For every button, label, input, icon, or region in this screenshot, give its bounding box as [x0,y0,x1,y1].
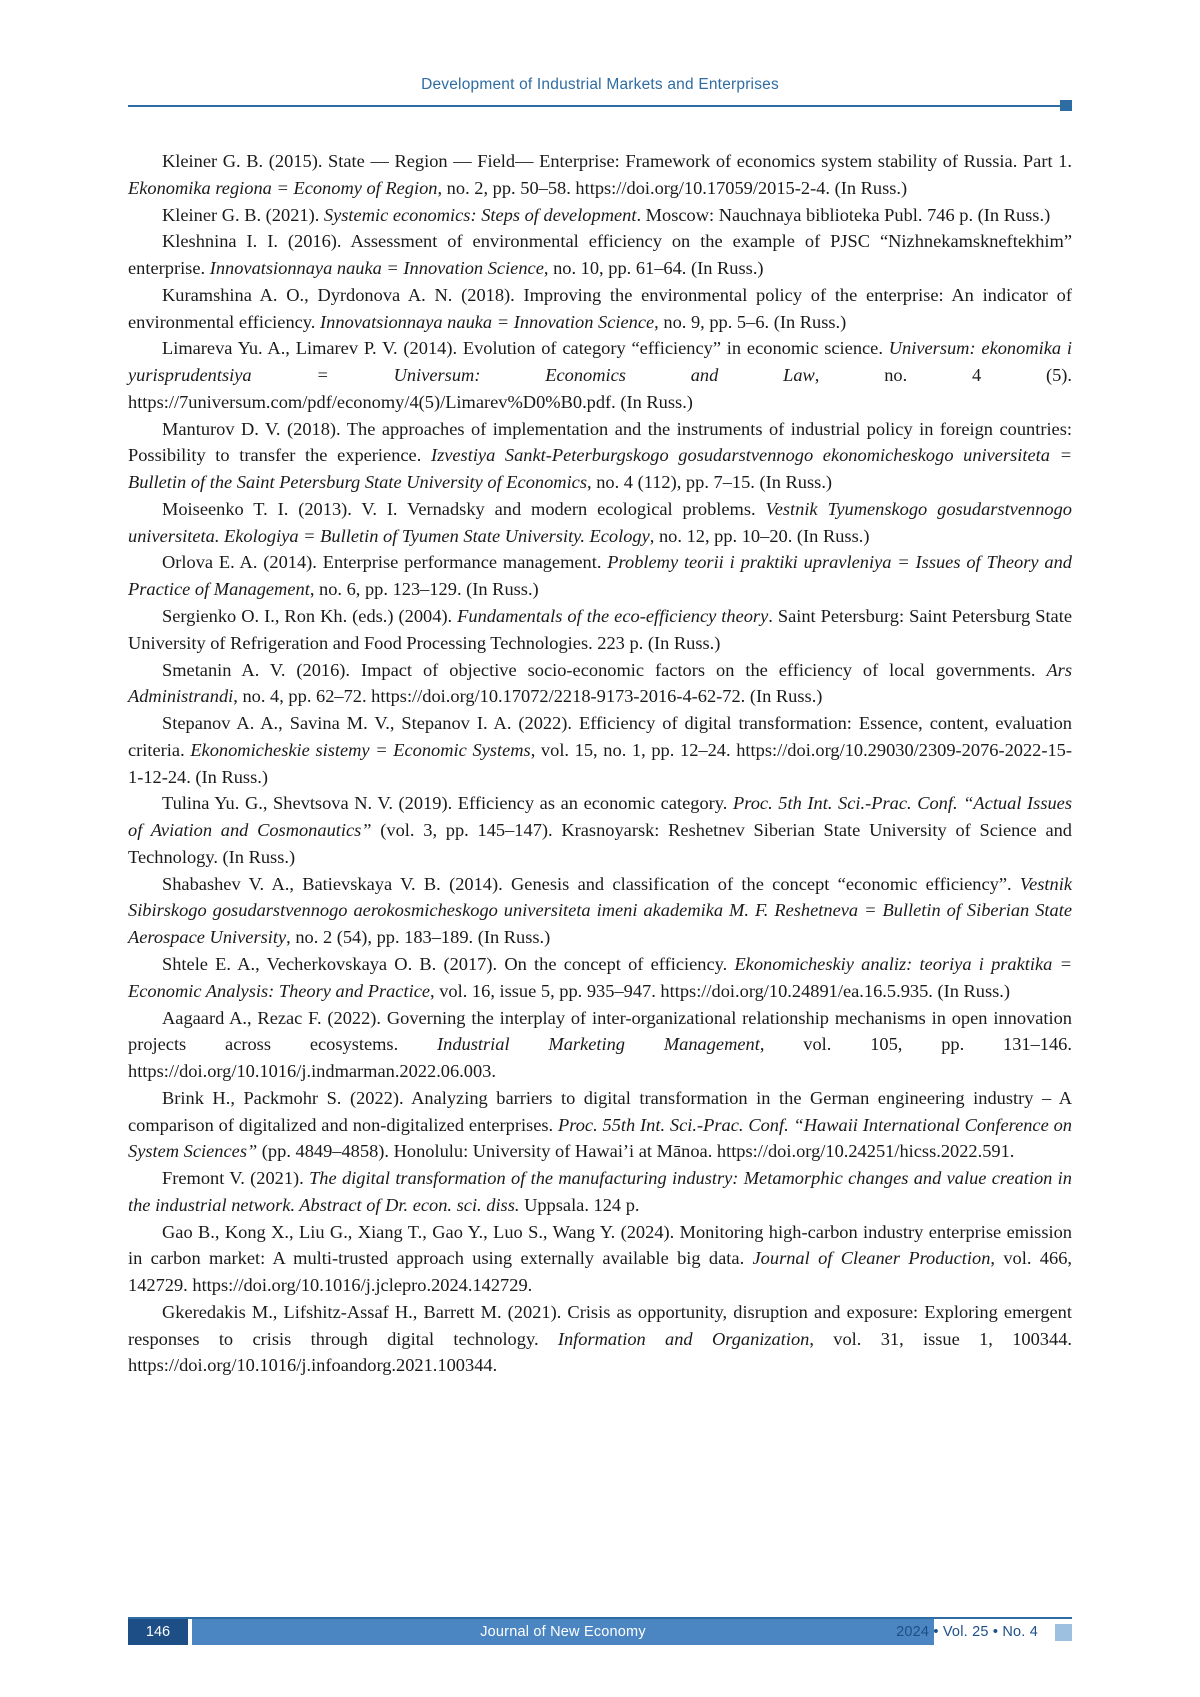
reference-source-title: Ekonomicheskie sistemy = Economic Systems [190,739,531,760]
reference-text: Fremont V. (2021). [162,1168,310,1189]
footer-end-cap [1055,1624,1072,1641]
footer-issue-info: 2024 • Vol. 25 • No. 4 [896,1624,1038,1640]
reference-source-title: Vestnik Sibirskogo gosudarstvennogo aerokosmicheskogo universiteta imeni akademika M. F. Reshetneva = Bulletin of Siberian State Aerospace University [128,873,1072,948]
reference-entry [128,603,1072,657]
header-rule-end-cap [1060,100,1072,111]
reference-entry [128,416,1072,496]
reference-entry [128,1219,1072,1299]
reference-text: , no. 4, pp. 62–72. https://doi.org/10.17072/2218-9173-2016-4-62-72. (In Russ.) [233,686,823,707]
reference-source-title: Industrial Marketing Management [437,1034,760,1055]
reference-entry [128,790,1072,870]
reference-entry [128,496,1072,550]
reference-text: , no. 2 (54), pp. 183–189. (In Russ.) [286,927,551,948]
reference-source-title: Problemy teorii i praktiki upravleniya = Issues of Theory and Practice of Management [128,552,1072,600]
reference-source-title: Systemic economics: Steps of development [323,204,637,225]
header-rule [128,105,1072,107]
reference-source-title: Izvestiya Sankt-Peterburgskogo gosudarstvennogo ekonomicheskogo universiteta = Bulletin of the Saint Petersburg State University of Economics [128,445,1072,493]
reference-text: Aagaard A., Rezac F. (2022). Governing the interplay of inter-organizational relationship mechanisms in open innovation projects across ecosystems. [128,1007,1072,1055]
reference-entry [128,1165,1072,1219]
reference-text: Stepanov A. A., Savina M. V., Stepanov I. A. (2022). Efficiency of digital transformation: Essence, content, evaluation criteria. [128,713,1072,760]
reference-text: Manturov D. V. (2018). The approaches of implementation and the instruments of industrial policy in foreign countries: Possibility to transfer the experience. [128,418,1072,466]
reference-text: Kleiner G. B. (2021). [162,204,324,225]
reference-entry [128,1085,1072,1165]
reference-entry [128,202,1072,229]
reference-text: , vol. 15, no. 1, pp. 12–24. https://doi.org/10.29030/2309-2076-2022-15-1-12-24. (In Russ.) [128,739,1072,787]
reference-text: , no. 9, pp. 5–6. (In Russ.) [654,311,847,332]
reference-source-title: Ekonomika regiona = Economy of Region [128,177,438,198]
reference-source-title: Universum: ekonomika i yurisprudentsiya = Universum: Economics and Law [128,338,1072,386]
reference-text: , no. 4 (5). https://7universum.com/pdf/economy/4(5)/Limarev%D0%B0.pdf. (In Russ.) [128,365,1072,412]
reference-source-title: Ars Administrandi [128,659,1072,707]
reference-text: Kleiner G. B. (2015). State — Region — Field— Enterprise: Framework of economics system stability of Russia. Part 1. [162,151,1072,171]
reference-source-title: Innovatsionnaya nauka = Innovation Science [320,311,655,332]
reference-text: . Saint Petersburg: Saint Petersburg State University of Refrigeration and Food Processing Technologies. 223 p. (In Russ.) [128,606,1072,653]
reference-source-title: Innovatsionnaya nauka = Innovation Science [209,258,544,279]
reference-text: Shabashev V. A., Batievskaya V. B. (2014). Genesis and classification of the concept “economic efficiency”. [162,873,1020,894]
reference-source-title: Fundamentals of the eco-efficiency theory [457,606,769,627]
reference-source-title: Ekonomicheskiy analiz: teoriya i praktika = Economic Analysis: Theory and Practice [128,953,1072,1001]
reference-text: . Moscow: Nauchnaya biblioteka Publ. 746 p. (In Russ.) [636,204,1051,225]
reference-text: Brink H., Packmohr S. (2022). Analyzing barriers to digital transformation in the German engineering industry – A comparison of digitalized and non-digitalized enterprises. [128,1087,1072,1135]
reference-text: , no. 10, pp. 61–64. (In Russ.) [543,258,764,279]
reference-entry [128,335,1072,415]
page-footer [128,1619,1072,1645]
reference-entry [128,549,1072,603]
reference-text: Kuramshina A. O., Dyrdonova A. N. (2018). Improving the environmental policy of the enterprise: An indicator of environmental efficiency. [128,284,1072,332]
footer-journal-title: Journal of New Economy [480,1624,646,1640]
reference-text: Uppsala. 124 p. [519,1194,640,1215]
reference-text: , vol. 466, 142729. https://doi.org/10.1016/j.jclepro.2024.142729. [128,1248,1072,1296]
reference-entry [128,871,1072,951]
reference-text: Moiseenko T. I. (2013). V. I. Vernadsky and modern ecological problems. [162,498,766,519]
reference-entry [128,282,1072,336]
reference-entry [128,710,1072,790]
reference-source-title: Proc. 5th Int. Sci.-Prac. Conf. “Actual Issues of Aviation and Cosmonautics” [128,793,1072,841]
reference-text: Gao B., Kong X., Liu G., Xiang T., Gao Y., Luo S., Wang Y. (2024). Monitoring high-carbon industry enterprise emission in carbon market: A multi-trusted approach using externally available big data. [128,1221,1072,1269]
reference-text: , no. 12, pp. 10–20. (In Russ.) [649,525,870,546]
reference-text: Tulina Yu. G., Shevtsova N. V. (2019). Efficiency as an economic category. [162,793,734,814]
reference-source-title: Information and Organization [557,1328,810,1349]
reference-text: , vol. 105, pp. 131–146. https://doi.org/10.1016/j.indmarman.2022.06.003. [128,1034,1072,1082]
reference-text: Gkeredakis M., Lifshitz-Assaf H., Barrett M. (2021). Crisis as opportunity, disruption and exposure: Exploring emergent responses to crisis through digital technology. [128,1301,1072,1349]
reference-source-title: Vestnik Tyumenskogo gosudarstvennogo universiteta. Ekologiya = Bulletin of Tyumen State University. Ecology [128,498,1072,546]
reference-entry [128,148,1072,202]
reference-text: , no. 6, pp. 123–129. (In Russ.) [309,579,539,600]
reference-text: , vol. 31, issue 1, 100344. https://doi.org/10.1016/j.infoandorg.2021.100344. [128,1328,1072,1376]
reference-text: (vol. 3, pp. 145–147). Krasnoyarsk: Reshetnev Siberian State University of Science and Technology. (In Russ.) [128,820,1072,867]
reference-source-title: Proc. 55th Int. Sci.-Prac. Conf. “Hawaii International Conference on System Sciences” [128,1114,1073,1162]
reference-entry [128,228,1072,282]
reference-source-title: The digital transformation of the manufacturing industry: Metamorphic changes and value creation in the industrial network. Abstract of Dr. econ. sci. diss. [128,1168,1072,1215]
reference-text: Shtele E. A., Vecherkovskaya O. B. (2017). On the concept of efficiency. [162,953,735,974]
reference-entry [128,1005,1072,1085]
reference-text: , no. 2, pp. 50–58. https://doi.org/10.17059/2015-2-4. (In Russ.) [437,177,908,198]
references-list [128,148,1072,1379]
running-head: Development of Industrial Markets and Enterprises [421,76,779,93]
reference-entry [128,657,1072,711]
reference-text: Limareva Yu. A., Limarev P. V. (2014). Evolution of category “efficiency” in economic science. [162,338,889,359]
reference-entry [128,951,1072,1005]
reference-text: Sergienko O. I., Ron Kh. (eds.) (2004). [162,606,458,627]
reference-text: Kleshnina I. I. (2016). Assessment of environmental efficiency on the example of PJSC “Nizhnekamskneftekhim” enterprise. [128,231,1072,279]
reference-text: (pp. 4849–4858). Honolulu: University of Hawai’i at Mānoa. https://doi.org/10.24251/hicss.2022.591. [257,1141,1015,1162]
reference-text: , no. 4 (112), pp. 7–15. (In Russ.) [587,472,833,493]
reference-text: Smetanin A. V. (2016). Impact of objective socio-economic factors on the efficiency of local governments. [162,659,1047,680]
footer-band [192,1619,934,1645]
reference-entry [128,1299,1072,1379]
reference-text: , vol. 16, issue 5, pp. 935–947. https://doi.org/10.24891/ea.16.5.935. (In Russ.) [430,980,1011,1001]
reference-text: Orlova E. A. (2014). Enterprise performance management. [162,552,608,573]
reference-source-title: Journal of Cleaner Production [752,1248,991,1269]
page-number: 146 [128,1619,188,1645]
